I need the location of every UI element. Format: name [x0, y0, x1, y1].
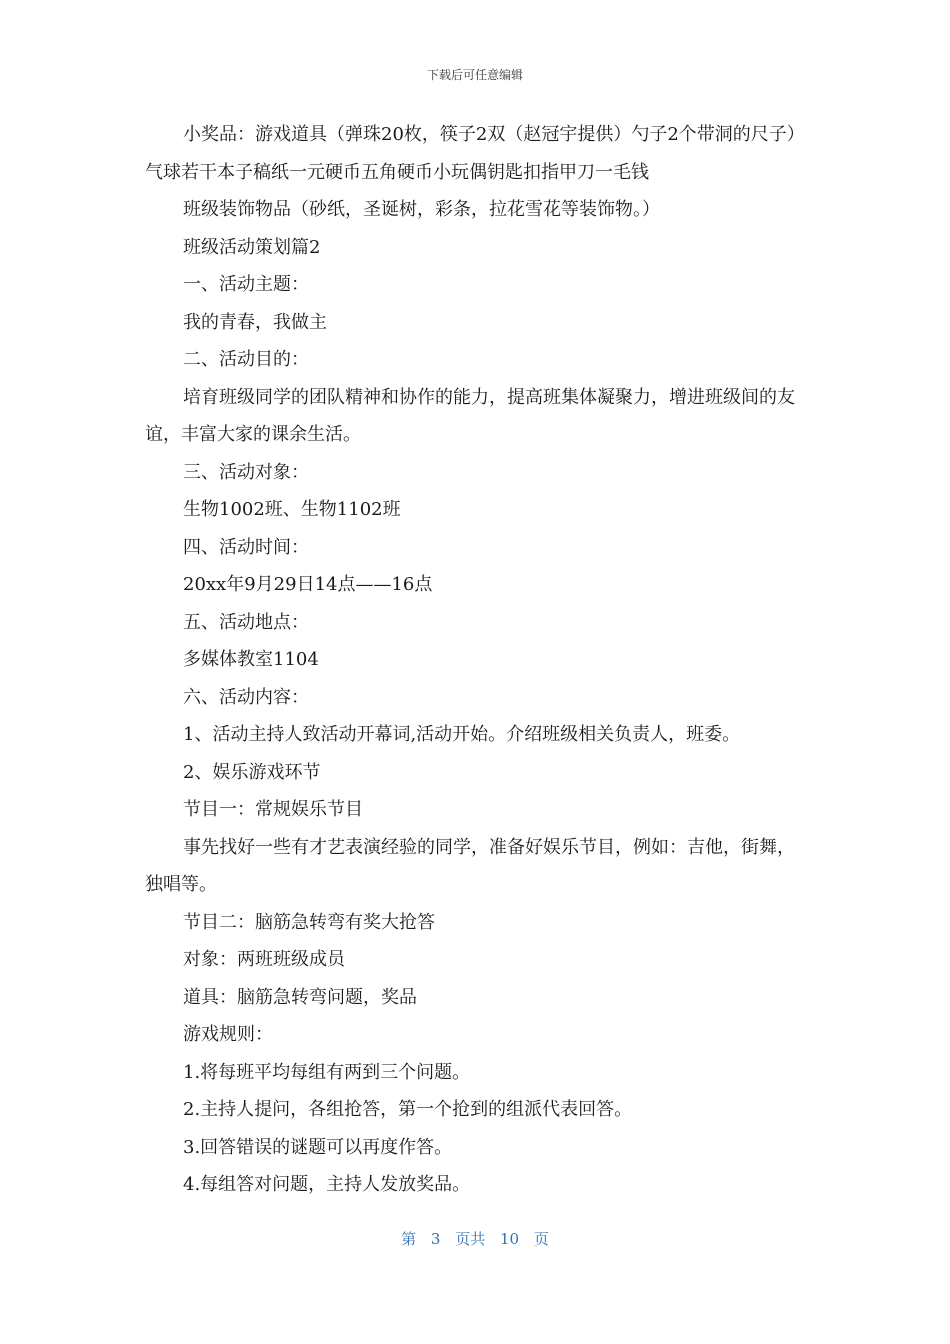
paragraph: 培育班级同学的团队精神和协作的能力，提高班集体凝聚力，增进班级间的友谊，丰富大家的课余生活。 — [145, 386, 795, 445]
paragraph: 小奖品：游戏道具（弹珠20枚，筷子2双（赵冠宇提供）勺子2个带洞的尺子）气球若干本子稿纸一元硬币五角硬币小玩偶钥匙扣指甲刀一毛钱 — [145, 124, 796, 183]
page-footer: 第 3 页共 10 页 — [401, 1230, 549, 1248]
heading: 二、活动目的： — [183, 349, 309, 370]
paragraph: 我的青春，我做主 — [183, 311, 327, 333]
heading: 三、活动对象： — [183, 461, 309, 483]
paragraph: 游戏规则： — [183, 1024, 273, 1045]
paragraph: 生物1002班、生物1102班 — [183, 499, 401, 520]
page-header: 下载后可任意编辑 — [426, 68, 523, 82]
heading: 五、活动地点： — [183, 611, 309, 633]
paragraph: 节目二：脑筋急转弯有奖大抢答 — [183, 911, 435, 933]
document-body — [145, 116, 803, 1204]
paragraph: 1、活动主持人致活动开幕词,活动开始。介绍班级相关负责人，班委。 — [183, 724, 741, 745]
section-title: 班级活动策划篇2 — [183, 236, 321, 258]
heading: 六、活动内容： — [183, 686, 309, 708]
paragraph: 多媒体教室1104 — [183, 649, 319, 670]
list-item: 4.每组答对问题，主持人发放奖品。 — [183, 1174, 471, 1195]
heading: 一、活动主题： — [183, 274, 309, 295]
paragraph: 事先找好一些有才艺表演经验的同学，准备好娱乐节目，例如：吉他，街舞，独唱等。 — [145, 836, 795, 895]
paragraph: 道具：脑筋急转弯问题，奖品 — [183, 986, 417, 1008]
list-item: 2.主持人提问，各组抢答，第一个抢到的组派代表回答。 — [183, 1099, 633, 1120]
paragraph: 节目一：常规娱乐节目 — [183, 799, 363, 820]
heading: 四、活动时间： — [183, 536, 309, 558]
paragraph: 2、娱乐游戏环节 — [183, 761, 321, 783]
list-item: 1.将每班平均每组有两到三个问题。 — [183, 1061, 471, 1083]
paragraph: 对象：两班班级成员 — [183, 949, 345, 970]
paragraph: 班级装饰物品（砂纸，圣诞树，彩条，拉花雪花等装饰物。） — [183, 199, 660, 220]
paragraph: 20xx年9月29日14点——16点 — [183, 574, 433, 595]
list-item: 3.回答错误的谜题可以再度作答。 — [183, 1136, 453, 1158]
